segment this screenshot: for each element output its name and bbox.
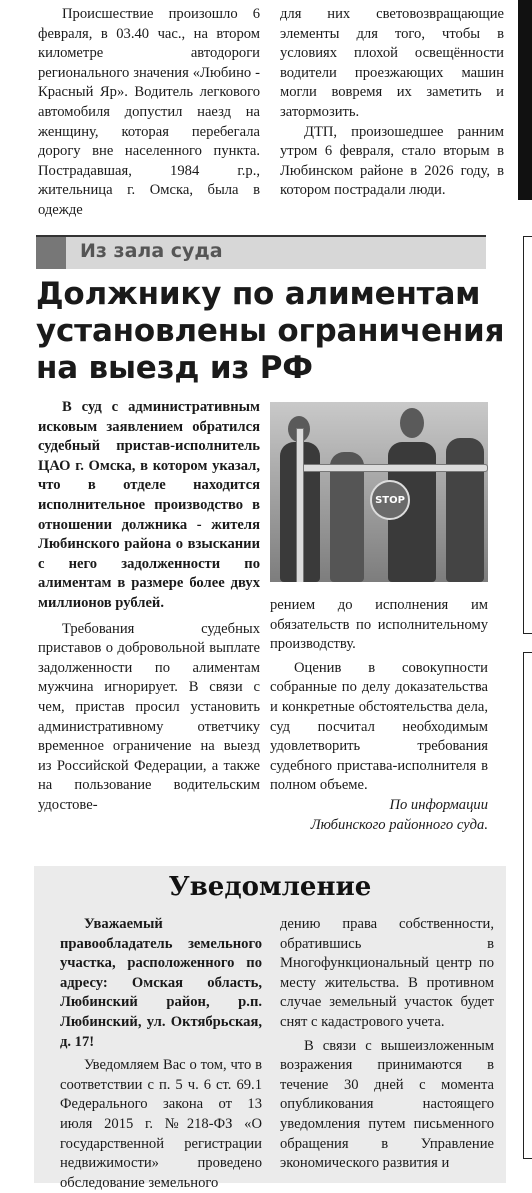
notice-right-column: [280, 915, 494, 1174]
article-lead: В суд с административным исковым заявлением обратился судебный пристав-исполнитель ЦАО г. Омска, в котором указал, что в отделе находится исполнительное производство в отношении должника - жителя Любинского района о взыскании с него задолженности по алиментам в размере более двух миллионов рублей.: [38, 399, 260, 611]
photo-figure: [446, 438, 484, 582]
top-article-right-column: [280, 5, 504, 201]
source-line: Любинского районного суда.: [310, 816, 488, 833]
notice-left-column: [60, 915, 262, 1193]
notice-paragraph: дению права собственности, обратившись в Многофункциональный центр по месту жительства. В противном случае земельный участок будет снят с кадастрового учета.: [280, 916, 494, 1030]
section-rubric: [36, 235, 486, 269]
article-headline: Должнику по алиментам установлены ограничения на выезд из РФ: [36, 276, 505, 386]
article-right-column: [270, 596, 488, 835]
photo-figure-head: [400, 408, 424, 438]
notice-title: Уведомление: [168, 872, 372, 902]
article-photo: [270, 402, 488, 582]
photo-barrier-rail: [300, 464, 488, 472]
article-paragraph: Требования судебных приставов о добровольной выплате задолженности по алиментам мужчина игнорирует. В связи с чем, пристав просил установить административному ответчику временное ограничение на выезд из Российской Федерации, а также на пользование водительским удостове-: [38, 620, 260, 813]
source-line: По информации: [389, 796, 488, 813]
top-article-left-column: [38, 5, 260, 221]
edge-column-frame: [523, 652, 532, 1159]
article-paragraph: Оценив в совокупности собранные по делу доказательства и конкретные обстоятельства дела, суд посчитал необходимым удовлетворить требования судебного пристава-исполнителя в полном объеме.: [270, 659, 488, 794]
top-article-paragraph: ДТП, произошедшее ранним утром 6 февраля, стало вторым в Любинском районе в 2026 году, в котором пострадали люди.: [280, 123, 504, 199]
edge-column-fragment: [518, 0, 532, 200]
stop-sign-icon: STOP: [370, 480, 410, 520]
notice-paragraph: Уведомляем Вас о том, что в соответствии с п. 5 ч. 6 ст. 69.1 Федерального закона от 13 июля 2015 г. №218-ФЗ «О государственной регистрации недвижимости» проведено обследование земельного: [60, 1057, 262, 1191]
top-article-paragraph: Происшествие произошло 6 февраля, в 03.40 час., на втором километре автодороги регионального значения «Любино - Красный Яр». Водитель легкового автомобиля допустил наезд на женщину, которая перебегала дорогу вне населенного пункта. Пострадавшая, 1984 г.р., жительница г. Омска, была в одежде: [38, 6, 260, 218]
edge-column-frame: [523, 236, 532, 634]
notice-paragraph: В связи с вышеизложенным возражения принимаются в течение 30 дней с момента опубликования настоящего уведомления путем письменного обращения в Управление экономического развития и: [280, 1037, 494, 1172]
photo-barrier-post: [296, 428, 304, 582]
rubric-marker: [36, 237, 66, 269]
article-left-column: [38, 398, 260, 815]
article-paragraph: рением до исполнения им обязательств по исполнительному производству.: [270, 597, 488, 653]
notice-lead: Уважаемый правообладатель земельного участка, расположенного по адресу: Омская область, Любинский район, р.п. Любинский, ул. Октябрьская, д. 17!: [60, 916, 262, 1050]
rubric-label: Из зала суда: [80, 240, 223, 262]
top-article-paragraph: для них световозвращающие элементы для того, чтобы в условиях плохой освещённости водители проезжающих машин могли вовремя их заметить и затормозить.: [280, 6, 504, 120]
